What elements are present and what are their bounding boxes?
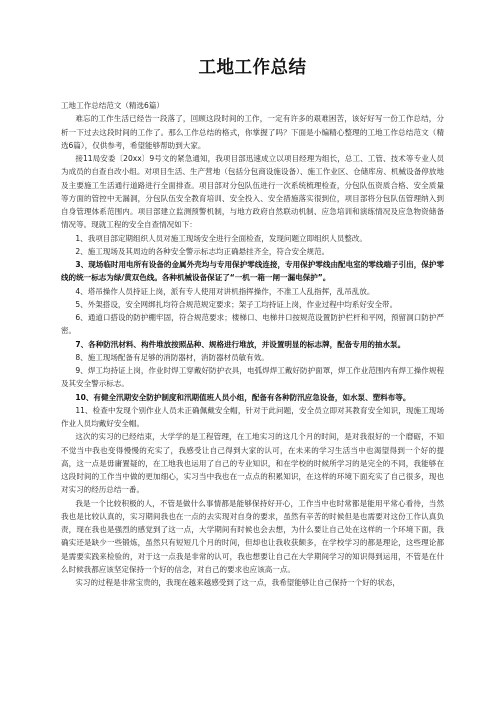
list-item: 10、有健全汛期安全防护制度和汛期值班人员小组，配备有各种防汛应急设备，如水泵、塑料布等。: [75, 392, 411, 402]
paragraph-internship: 这次的实习的已经结束，大学学的是工程管理，在工地实习的这几个月的时间，是对我很好的一个磨砺，不知不觉当中我也变得慢慢的充实了，我感受让自己得到大家的认可，在未来的学习生活当中也渴望得到一个好的提高，这一点是毋庸置疑的，在工地我也运用了自己的专业知识，和在学校的时候所学习的是完全的不同，我能够在这段时间的工作当中做的更加细心，实习当中我也在一点点的积累知识，在这样的环境下面充实了自己很多，现也对实习的经历总结一番。: [61, 432, 444, 495]
document-title: 工地工作总结: [198, 58, 307, 78]
paragraph-intro: 难忘的工作生活已经告一段落了，回顾这段时间的工作，一定有许多的艰难困苦，该好好写一份工作总结，分析一下过去这段时间的工作了。那么工作总结的格式，你掌握了吗？下面是小编精心整理的工地工作总结范文（精选6篇），仅供参考，希望能够帮助到大家。: [61, 114, 444, 150]
list-item: 2、施工现场及其周边的各种安全警示标志均正确悬挂齐全，符合安全规范。: [75, 246, 330, 256]
list-item: 7、各种防汛材料、构件堆放按照品种、规格进行堆放，并设置明显的标志牌，配备专用的抽水泵。: [75, 339, 406, 349]
list-item: 1、我项目部定期组织人员对施工现场安全进行全面检查，发现问题立即组织人员整改。: [75, 233, 367, 243]
list-item: 4、塔吊操作人员持证上岗，派有专人使用对讲机指挥操作，不准工人乱指挥，乱吊乱放。: [75, 286, 375, 296]
list-item: 8、施工现场配备有足够的消防器材，消防器材员敏有效。: [75, 352, 269, 362]
paragraph-closing: 实习的过程是非常宝贵的，我现在越来越感受到了这一点，我希望能够让自己保持一个好的状态，: [75, 578, 400, 587]
list-item: 9、焊工均持证上岗，作业时焊工穿戴好防护衣具，电弧焊焊工戴好防护面罩，焊工作业范围内有焊工操作规程及其安全警示标志。: [61, 366, 444, 389]
list-item: 11、检查中发现个别作业人员未正确佩戴安全帽，针对于此问题，安全员立即对其教育安全知识，现施工现场作业人员均戴好安全帽。: [61, 405, 444, 428]
list-item: 5、外架搭设，安全网绑扎均符合规范规定要求；架子工均持证上岗，作业过程中均系好安全带。: [75, 299, 398, 309]
list-item: 3、现场临时用电所有设备的金属外壳均与专用保护零线连接，专用保护零线由配电室的零线端子引出，保护零线的统一标志为绿/黄双色线。各种机械设备保证了“一机一箱一闸一漏电保护”。: [61, 260, 444, 283]
paragraph-safety-check: 接11局安委〔20xx〕9号文的紧急通知，我项目部迅速成立以项目经理为组长，总工、工管、技术等专业人员为成员的自查自改小组。对项目生活、生产营地（包括分包商设施设备）、施工作业区、仓储库房、机械设备停放地及主要施工生活通行道路进行全面排查。项目部对分包队伍进行一次系统梳理检查，分包队伍资质合格、安全质量等方面的管控中无漏洞，分包队伍安全教育培训、安全投入、安全措施落实很到位，项目部将分包队伍管理纳入到自身管理体系范围内。项目部建立监测预警机制，与地方政府自然联动机制、应急培训和演练情况及应急物资储备情况等。现就工程的安全自查情况如下：: [61, 154, 444, 230]
paragraph-reflection: 我是一个比较积极的人，不管是做什么事情都是能够保持好开心，工作当中也时常都是能用平常心看待，当然我也是比较认真的，实习期间我也在一点的去实现对自身的要求，虽然有辛苦的时候但是也需要对这份工作认真负责，现在我也是强烈的感觉到了这一点，大学期间有时候也会去想，为什么要让自己处在这样的一个环境下面，我确实还是缺少一些锻炼，虽然只有短短几个月的时间，但却也让我收获颇多，在学校学习的都是理论，这些理论都是需要实践来检验的，对于这一点我是非常的认可，我也想要让自己在大学期间学习的知识得到运用，不管是在什么时候我都应该坚定保持一个好的信念，对自己的要求也应该高一点。: [61, 498, 444, 574]
intro-line: 工地工作总结范文（精选6篇）: [61, 101, 164, 110]
list-item: 6、通道口搭设的防护棚牢固，符合规范要求；楼梯口、电梯井口按规范设置防护栏杆和平网，预留洞口防护严密。: [61, 313, 444, 336]
